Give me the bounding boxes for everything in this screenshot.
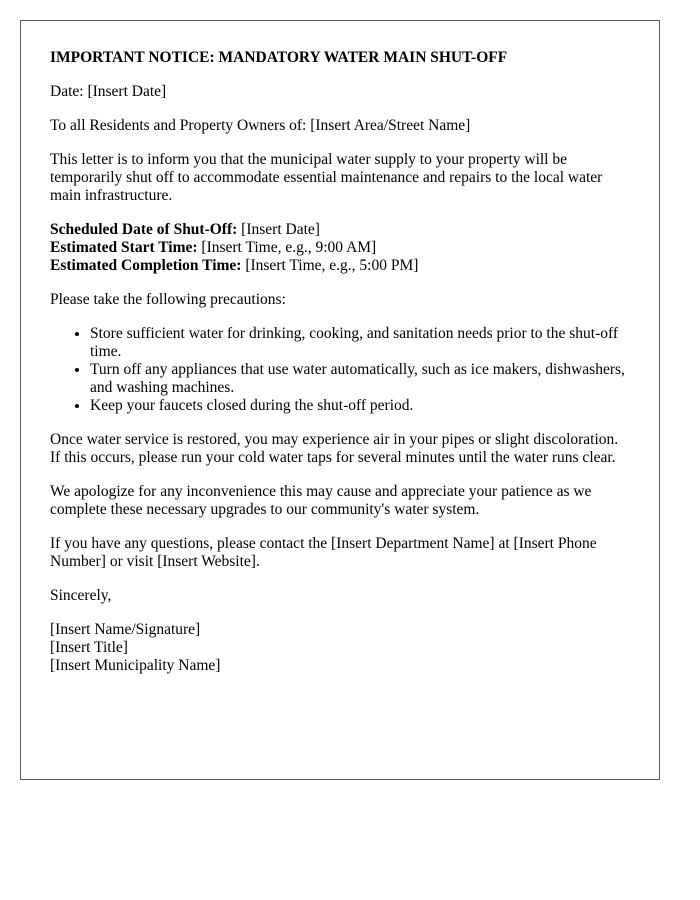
closing-line: Sincerely,	[50, 587, 112, 604]
letter-frame	[20, 20, 660, 780]
signature-block	[50, 621, 632, 675]
signature-municipality: [Insert Municipality Name]	[50, 657, 221, 674]
schedule-block	[50, 221, 632, 275]
schedule-date-value: [Insert Date]	[237, 221, 320, 238]
precautions-list	[50, 325, 632, 415]
recipients-line: To all Residents and Property Owners of: [Insert Area/Street Name]	[50, 117, 471, 134]
schedule-start-label: Estimated Start Time:	[50, 239, 198, 256]
letter-body	[50, 49, 632, 675]
schedule-start-value: [Insert Time, e.g., 9:00 AM]	[197, 239, 377, 256]
list-item: • Keep your faucets closed during the shut-off period.	[90, 397, 632, 415]
schedule-date-label: Scheduled Date of Shut-Off:	[50, 221, 238, 238]
restore-paragraph: Once water service is restored, you may experience air in your pipes or slight discoloration. If this occurs, please run your cold water taps for several minutes until the water runs clear.	[50, 431, 619, 466]
schedule-end-value: [Insert Time, e.g., 5:00 PM]	[241, 257, 419, 274]
date-line: Date: [Insert Date]	[50, 83, 167, 100]
list-item: • Turn off any appliances that use water automatically, such as ice makers, dishwashers, and washing machines.	[90, 361, 632, 397]
precautions-intro: Please take the following precautions:	[50, 291, 286, 308]
contact-paragraph: If you have any questions, please contact the [Insert Department Name] at [Insert Phone Number] or visit [Insert Website].	[50, 535, 597, 570]
schedule-start-line	[50, 239, 632, 257]
signature-title: [Insert Title]	[50, 639, 128, 656]
schedule-end-label: Estimated Completion Time:	[50, 257, 242, 274]
list-item: • Store sufficient water for drinking, cooking, and sanitation needs prior to the shut-off time.	[90, 325, 632, 361]
intro-paragraph: This letter is to inform you that the municipal water supply to your property will be temporarily shut off to accommodate essential maintenance and repairs to the local water main infrastructure.	[50, 151, 603, 204]
schedule-end-line	[50, 257, 632, 275]
signature-name: [Insert Name/Signature]	[50, 621, 201, 638]
notice-title: IMPORTANT NOTICE: MANDATORY WATER MAIN SHUT-OFF	[50, 49, 508, 66]
schedule-date-line	[50, 221, 632, 239]
apology-paragraph: We apologize for any inconvenience this may cause and appreciate your patience as we complete these necessary upgrades to our community's water system.	[50, 483, 592, 518]
